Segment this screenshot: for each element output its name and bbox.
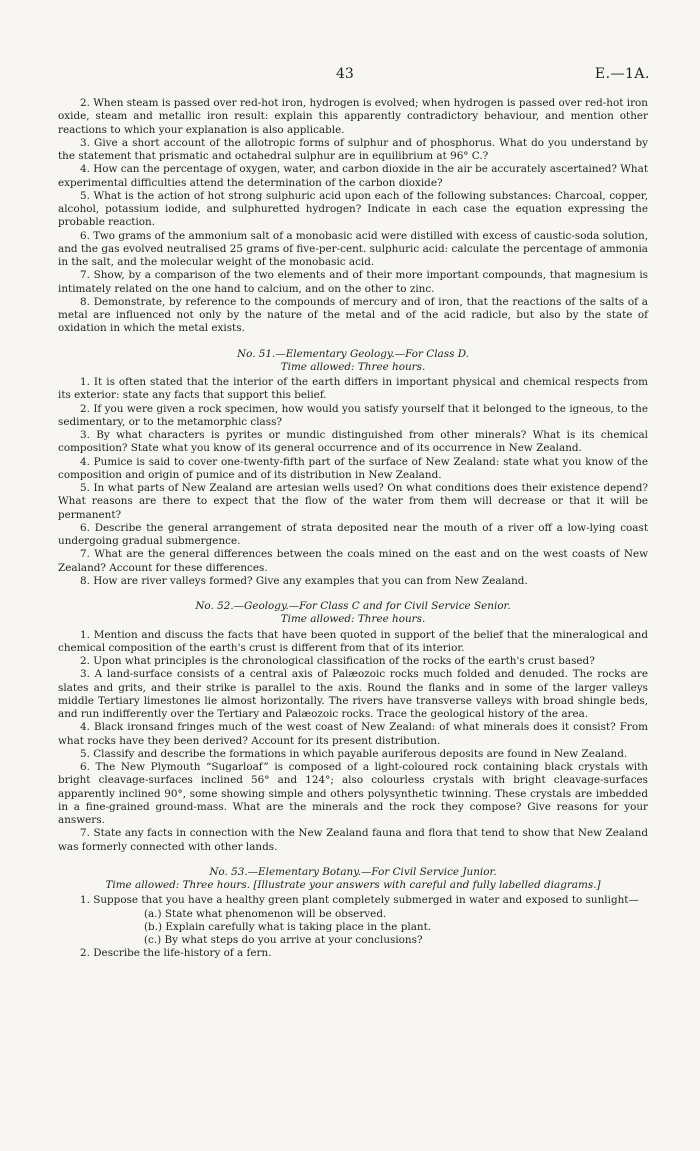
page-body <box>58 97 648 961</box>
question: 5. In what parts of New Zealand are artesian wells used? On what conditions does their existence depend? What reasons are there to expect that the flow of the water from them will decrease or that it will be permanent? <box>58 482 648 521</box>
question: 1. Mention and discuss the facts that have been quoted in support of the belief that the mineralogical and chemical composition of the earth's crust is different from that of its interior. <box>58 628 648 654</box>
question: 7. Show, by a comparison of the two elements and of their more important compounds, that magnesium is intimately related on the one hand to calcium, and on the other to zinc. <box>58 269 648 295</box>
question: 2. If you were given a rock specimen, how would you satisfy yourself that it belonged to the igneous, to the sedimentary, or to the metamorphic class? <box>58 402 648 428</box>
question: 1. It is often stated that the interior of the earth differs in important physical and chemical respects from its exterior: state any facts that support this belief. <box>58 376 648 402</box>
time-allowed: Time allowed: Three hours. [Illustrate your answers with careful and fully labelled diagrams.] <box>105 879 601 891</box>
question-subpart: (b.) Explain carefully what is taking place in the plant. <box>144 920 432 933</box>
page-header <box>0 66 700 86</box>
question: 2. Describe the life-history of a fern. <box>80 947 272 960</box>
question: 8. How are river valleys formed? Give any examples that you can from New Zealand. <box>80 574 528 587</box>
question: 2. When steam is passed over red-hot iron, hydrogen is evolved; when hydrogen is passed over red-hot iron oxide, steam and metallic iron result: explain this apparently contradictory behaviour, and mention other reactions to which your explanation is also applicable. <box>58 97 648 136</box>
question: 7. What are the general differences between the coals mined on the east and on the west coasts of New Zealand? Account for these differences. <box>58 548 648 574</box>
question: 6. The New Plymouth “Sugarloaf” is composed of a light-coloured rock containing black crystals with bright cleavage-surfaces inclined 56° and 124°; also colourless crystals with bright cleavage-surfaces apparently inclined 90°, some showing simple and others polysynthetic twinning. These crystals are imbedded in a fine-grained ground-mass. What are the minerals and the rock they compose? Give reasons for your answers. <box>58 761 648 826</box>
section-elementary-botany <box>58 866 648 961</box>
question-subpart: (a.) State what phenomenon will be observed. <box>144 907 387 920</box>
question: 5. What is the action of hot strong sulphuric acid upon each of the following substances: Charcoal, copper, alcohol, potassium iodide, and sulphuretted hydrogen? Indicate in each case the equation expressing the probable reaction. <box>58 189 648 229</box>
section-title: No. 52.—Geology.—For Class C and for Civil Service Senior. <box>195 600 511 612</box>
time-allowed: Time allowed: Three hours. <box>280 360 426 373</box>
question: 1. Suppose that you have a healthy green plant completely submerged in water and exposed to sunlight— <box>80 894 639 907</box>
question: 5. Classify and describe the formations in which payable auriferous deposits are found in New Zealand. <box>80 747 628 760</box>
document-reference: E.—1A. <box>594 66 650 82</box>
section-title: No. 51.—Elementary Geology.—For Class D. <box>237 347 469 360</box>
section-title: No. 53.—Elementary Botany.—For Civil Service Junior. <box>209 865 497 878</box>
section-elementary-geology <box>58 348 648 589</box>
question: 6. Two grams of the ammonium salt of a monobasic acid were distilled with excess of caustic-soda solution, and the gas evolved neutralised 25 grams of five-per-cent. sulphuric acid: calculate the percentage of ammonia in the salt, and the molecular weight of the monobasic acid. <box>58 229 648 268</box>
question: 4. How can the percentage of oxygen, water, and carbon dioxide in the air be accurately ascertained? What experimental difficulties attend the determination of the carbon dioxide? <box>58 163 648 189</box>
question-subpart: (c.) By what steps do you arrive at your conclusions? <box>144 934 423 946</box>
question: 4. Pumice is said to cover one-twenty-fifth part of the surface of New Zealand: state what you know of the composition and origin of pumice and of its distribution in New Zealand. <box>58 455 648 481</box>
question: 6. Describe the general arrangement of strata deposited near the mouth of a river off a low-lying coast undergoing gradual submergence. <box>58 521 648 547</box>
chemistry-questions <box>58 97 648 336</box>
question: 4. Black ironsand fringes much of the west coast of New Zealand: of what minerals does it consist? From what rocks have they been derived? Account for its present distribution. <box>58 721 648 747</box>
time-allowed: Time allowed: Three hours. <box>280 613 426 626</box>
question: 3. Give a short account of the allotropic forms of sulphur and of phosphorus. What do you understand by the statement that prismatic and octahedral sulphur are in equilibrium at 96° C.? <box>58 136 648 162</box>
page-number: 43 <box>336 66 354 82</box>
question: 8. Demonstrate, by reference to the compounds of mercury and of iron, that the reactions of the salts of a metal are influenced not only by the nature of the metal and of the acid radicle, but also by the state of oxidation in which the metal exists. <box>58 295 648 335</box>
question: 7. State any facts in connection with the New Zealand fauna and flora that tend to show that New Zealand was formerly connected with other lands. <box>58 827 648 853</box>
question: 2. Upon what principles is the chronological classification of the rocks of the earth's crust based? <box>80 655 595 667</box>
section-geology <box>58 600 648 854</box>
question: 3. A land-surface consists of a central axis of Palæozoic rocks much folded and denuded. The rocks are slates and grits, and their strike is parallel to the axis. Round the flanks and in some of the larger valleys middle Tertiary limestones lie almost horizontally. The rivers have transverse valleys with broad shingle beds, and run indifferently over the Tertiary and Palæozoic rocks. Trace the geological history of the area. <box>58 668 648 720</box>
question: 3. By what characters is pyrites or mundic distinguished from other minerals? What is its chemical composition? State what you know of its general occurrence and of its occurrence in New Zealand. <box>58 429 648 455</box>
